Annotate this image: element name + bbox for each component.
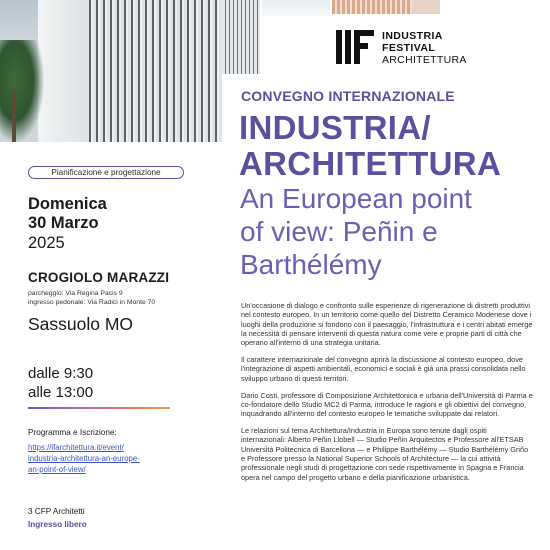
paragraph-international: Il carattere internazionale del convegno aprirà la discussione al contesto europeo, dove l'integrazione di aspetti ambientali, economici e sociali è già una prassi consolidata nello sviluppo urbano di questi territori.	[241, 355, 526, 383]
subtitle-line-1: An European point	[240, 183, 472, 214]
logo-line-2: FESTIVAL	[382, 42, 436, 54]
architecture-photo	[0, 0, 222, 142]
registration-label: Programma e Iscrizione:	[28, 428, 117, 437]
address-parking: parcheggio: Via Regina Pacis 9	[28, 290, 123, 297]
terracotta-photo	[332, 0, 412, 14]
logo-line-3: ARCHITETTURA	[382, 54, 467, 66]
event-year: 2025	[28, 234, 65, 252]
logo-text	[382, 30, 467, 66]
facade-slats	[86, 0, 222, 142]
wall-photo	[262, 0, 330, 16]
time-end: alle 13:00	[28, 384, 94, 401]
title-line-1: INDUSTRIA/	[239, 109, 431, 146]
venue-name: CROGIOLO MARAZZI	[28, 270, 170, 285]
registration-link-line-1[interactable]: https://ifarchitettura.it/event/	[28, 443, 124, 452]
paragraph-speakers: Le relazioni sul tema Architettura/Industria in Europa sono tenute dagli ospiti internazionali: Alberto Peñin Llobell — Studio Peñin Arquitectos e Professore all'ETSAB Università Politecnica di Barcellona — e Philippe Barthélémy — Studio Barthélémy Griño e Professore presso la National Superior Schools of Architecture — la cui attività professionale negli studi di progettazione con sede rispettivamente in Spagna e Francia opera nel campo del progetto urbano e della pianificazione urbanistica.	[241, 426, 529, 482]
subtitle-line-3: Barthélémy	[240, 249, 382, 280]
cfp-credits: 3 CFP Architetti	[28, 507, 85, 516]
event-eyebrow: CONVEGNO INTERNAZIONALE	[241, 88, 455, 104]
tree-trunk	[12, 90, 16, 142]
paragraph-introduction: Dario Costi, professore di Composizione Architettonica e urbana dell'Università di Parma e co-fondatore dello Studio MC2 di Parma, introduce le ragioni e gli obiettivi del convegno, inquadrando all'interno del contesto europeo le tematiche sviluppate dai relatori.	[241, 390, 533, 419]
event-day: Domenica	[28, 195, 107, 213]
category-tag: Pianificazione e progettazione	[28, 166, 184, 179]
paragraph-intro: Un'occasione di dialogo e confronto sulle esperienze di rigenerazione di distretti produttivi nel contesto europeo. In un territorio come quello del Distretto Ceramico Modenese dove i luoghi della produzione si fondono con il paesaggio, l'infrastruttura e i centri abitati emerge la necessità di pensare interventi di questa natura come vere e proprie parti di città che operano all'interno di una strategia unitaria.	[241, 301, 533, 348]
subtitle-line-2: of view: Peñin e	[240, 216, 438, 247]
registration-link-line-3[interactable]: an-point-of-view/	[28, 465, 86, 474]
palm-tree	[0, 40, 44, 142]
registration-link-line-2[interactable]: industria-architettura-an-europe-	[28, 454, 140, 463]
event-city: Sassuolo MO	[28, 314, 134, 334]
logo-line-1: INDUSTRIA	[382, 30, 443, 42]
address-entrance: ingresso pedonale: Via Radici in Monte 70	[28, 299, 156, 306]
slat-photo	[222, 0, 260, 74]
time-start: dalle 9:30	[28, 365, 94, 382]
description	[241, 301, 533, 489]
terracotta-photo-2	[412, 0, 440, 14]
festival-logo	[336, 28, 466, 70]
entry-note: Ingresso libero	[28, 520, 87, 529]
event-date: 30 Marzo	[28, 214, 99, 232]
gradient-divider	[28, 407, 170, 409]
logo-mark-icon	[336, 30, 374, 64]
title-line-2: ARCHITETTURA	[239, 145, 502, 182]
